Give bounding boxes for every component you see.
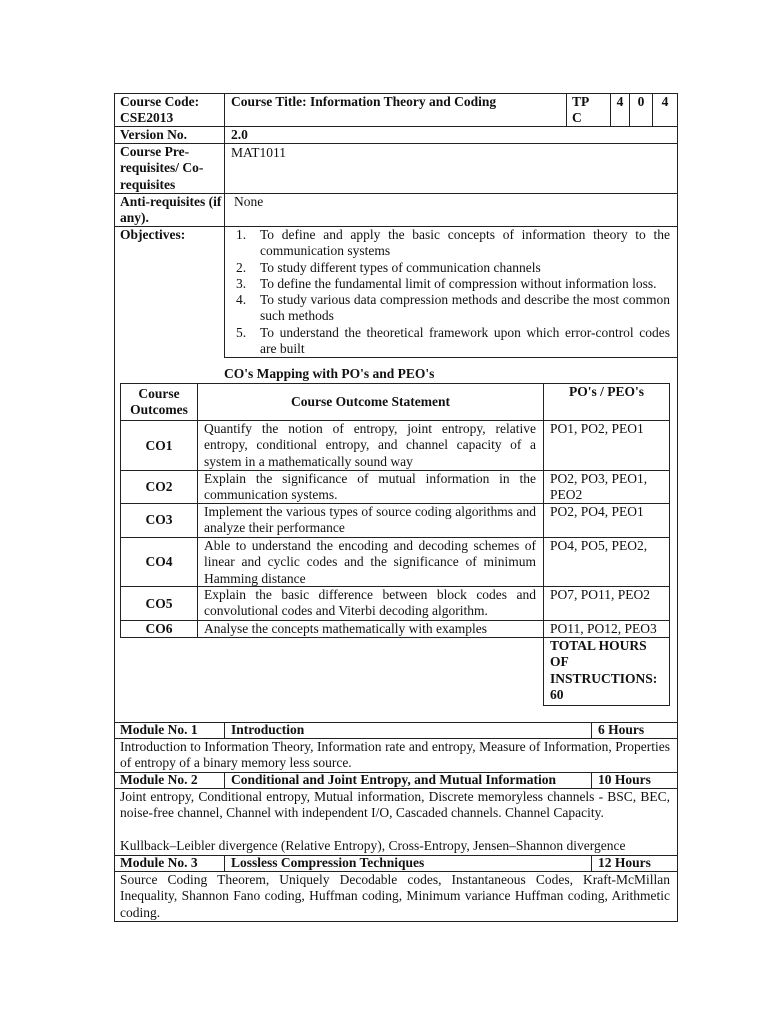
- tutorial-hours: 0: [637, 94, 645, 109]
- co-statement: Explain the significance of mutual information in the communication systems.: [204, 471, 536, 503]
- co-id: CO5: [145, 596, 173, 611]
- objective-number: 5.: [236, 324, 247, 340]
- co-po-mapping: PO2, PO4, PEO1: [550, 504, 644, 519]
- module-content-extra: Kullback–Leibler divergence (Relative Entropy), Cross-Entropy, Jensen–Shannon divergence: [120, 838, 626, 853]
- objective-number: 4.: [236, 292, 247, 308]
- lecture-hours: 4: [616, 94, 624, 109]
- module-title: Conditional and Joint Entropy, and Mutual Information: [231, 772, 556, 787]
- version-value: 2.0: [231, 127, 248, 142]
- module-number: Module No. 3: [120, 855, 198, 870]
- co-mapping-title: CO's Mapping with PO's and PEO's: [224, 366, 435, 381]
- co-statement: Analyse the concepts mathematically with examples: [204, 621, 488, 636]
- co-statement: Able to understand the encoding and decoding schemes of linear and cyclic codes and the significance of minimum Hamming distance: [204, 538, 536, 586]
- co-statement: Implement the various types of source coding algorithms and analyze their performance: [204, 504, 536, 536]
- co-id: CO1: [145, 438, 173, 453]
- objective-text: To study different types of communication channels: [260, 259, 541, 275]
- objective-text: To understand the theoretical framework upon which error-control codes are built: [260, 324, 670, 357]
- course-code: Course Code: CSE2013: [120, 94, 200, 126]
- objective-item: [236, 260, 670, 276]
- module-title: Introduction: [231, 722, 305, 737]
- module-hours: 10 Hours: [598, 772, 651, 787]
- objective-number: 1.: [236, 227, 247, 242]
- version-label: Version No.: [120, 127, 188, 142]
- objective-item: [236, 276, 670, 292]
- col-header-po: PO's / PEO's: [568, 384, 644, 399]
- module-number: Module No. 1: [120, 722, 198, 737]
- objective-text: To define the fundamental limit of compression without information loss.: [260, 275, 657, 291]
- objective-item: [236, 292, 670, 325]
- objectives-list: [236, 227, 670, 357]
- co-id: CO6: [145, 621, 173, 636]
- col-header-statement: Course Outcome Statement: [291, 394, 450, 409]
- objectives-label: Objectives:: [120, 227, 186, 242]
- col-header-outcomes: Course Outcomes: [130, 386, 188, 418]
- co-id: CO2: [145, 479, 173, 494]
- co-id: CO4: [145, 554, 173, 569]
- module-content: Joint entropy, Conditional entropy, Mutual information, Discrete memoryless channels - BSC, BEC, noise-free channel, Channel with independent I/O, Cascaded channels. Channel Capacity.: [120, 789, 670, 821]
- co-statement: Explain the basic difference between block codes and convolutional codes and Viterbi decoding algorithm.: [204, 587, 536, 619]
- tpc-label: TP C: [572, 94, 589, 126]
- prereq-label: Course Pre-requisites/ Co-requisites: [120, 144, 204, 192]
- credits: 4: [661, 94, 669, 109]
- total-hours: TOTAL HOURS OF INSTRUCTIONS: 60: [550, 638, 658, 702]
- objective-item: [236, 325, 670, 358]
- prereq-value: MAT1011: [231, 145, 287, 160]
- module-number: Module No. 2: [120, 772, 198, 787]
- objective-number: 3.: [236, 275, 247, 291]
- co-po-mapping: PO11, PO12, PEO3: [550, 621, 657, 636]
- co-statement: Quantify the notion of entropy, joint entropy, relative entropy, conditional entropy, and channel capacity of a system in a mathematically sound way: [204, 421, 536, 469]
- objective-number: 2.: [236, 259, 247, 275]
- module-hours: 12 Hours: [598, 855, 651, 870]
- co-po-mapping: PO7, PO11, PEO2: [550, 587, 651, 602]
- course-title: Course Title: Information Theory and Coding: [231, 94, 497, 109]
- co-id: CO3: [145, 512, 173, 527]
- module-content: Source Coding Theorem, Uniquely Decodable codes, Instantaneous Codes, Kraft-McMillan Inequality, Shannon Fano coding, Huffman coding, Minimum variance Huffman coding, Arithmetic coding.: [120, 872, 670, 920]
- objective-text: To define and apply the basic concepts of information theory to the communication systems: [260, 227, 670, 259]
- antireq-value: None: [234, 194, 264, 209]
- objective-text: To study various data compression methods and describe the most common such methods: [260, 292, 670, 324]
- co-po-mapping: PO1, PO2, PEO1: [550, 421, 644, 436]
- co-po-mapping: PO4, PO5, PEO2,: [550, 538, 648, 553]
- antireq-label: Anti-requisites (if any).: [120, 194, 222, 226]
- module-hours: 6 Hours: [598, 722, 645, 737]
- module-content: Introduction to Information Theory, Information rate and entropy, Measure of Information, Properties of entropy of a binary memory less source.: [120, 739, 670, 771]
- objective-item: [236, 227, 670, 260]
- co-po-mapping: PO2, PO3, PEO1, PEO2: [550, 471, 648, 503]
- module-title: Lossless Compression Techniques: [231, 855, 425, 870]
